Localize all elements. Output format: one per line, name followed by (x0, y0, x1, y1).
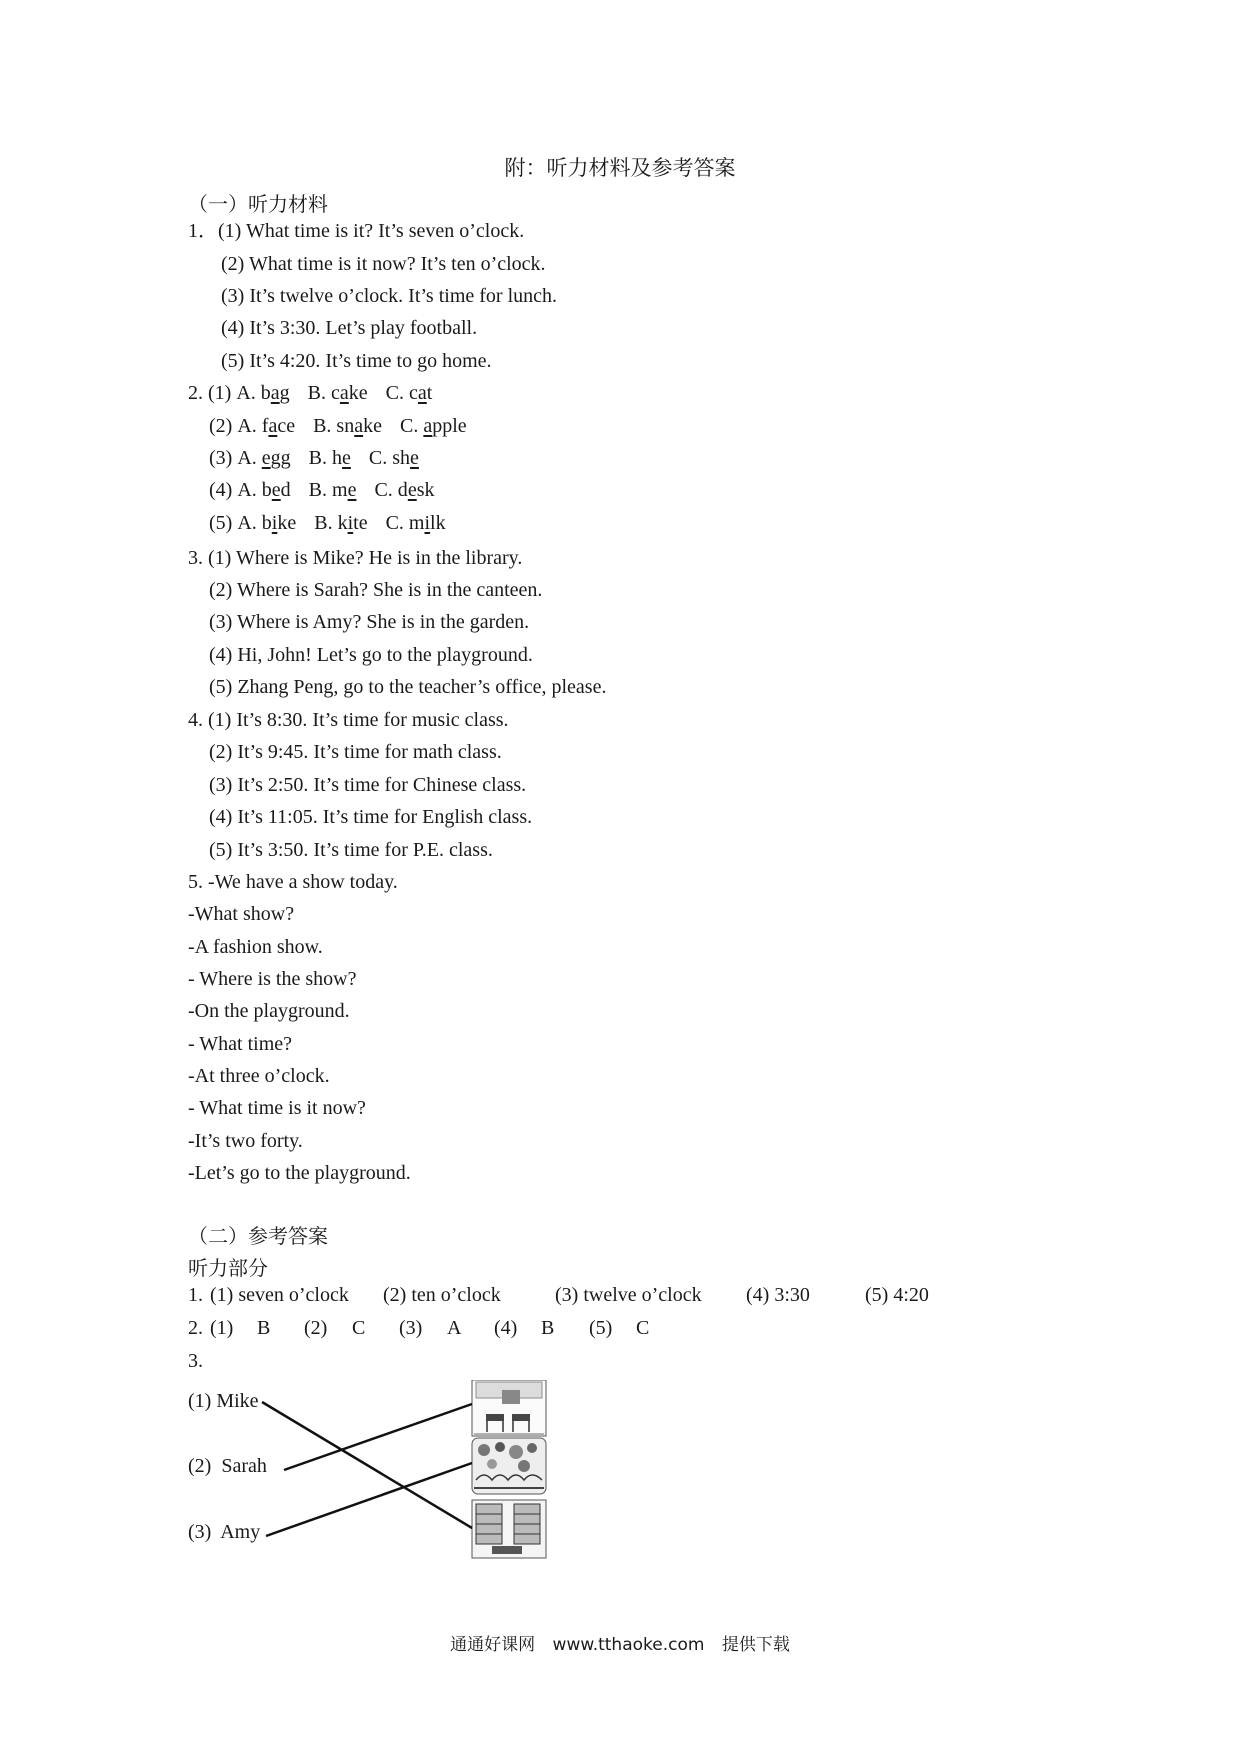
answer-2-n2: (2) (304, 1317, 328, 1339)
library-picture (472, 1500, 546, 1558)
answer-1-item-2: (2) ten o’clock (383, 1284, 501, 1306)
page-footer (0, 1630, 1240, 1655)
q2-underlined-letter: a (417, 382, 427, 404)
q2-option-c: C. desk (374, 479, 435, 501)
q2-option-b: B. snake (313, 415, 382, 437)
answer-1-item-5: (5) 4:20 (865, 1284, 929, 1306)
footer-url[interactable]: www.tthaoke.com (552, 1635, 705, 1655)
q3-line-3: (3) Where is Amy? She is in the garden. (209, 611, 530, 633)
q2-row-1 (188, 381, 432, 405)
q2-option-a: A. egg (237, 447, 291, 469)
q2-option-c: C. milk (385, 512, 446, 534)
q5-line-10: -Let’s go to the playground. (188, 1162, 411, 1184)
q2-underlined-letter: e (407, 479, 417, 501)
page-title: 附：听力材料及参考答案 (504, 156, 736, 180)
footer-site: 通通好课网 (450, 1635, 536, 1655)
section2-heading: （二）参考答案 (188, 1224, 328, 1248)
q2-underlined-letter: a (339, 382, 349, 404)
q2-underlined-letter: e (261, 447, 271, 469)
match-label-amy: (3) Amy (188, 1521, 261, 1543)
q5-line-4: - Where is the show? (188, 968, 357, 990)
q2-item-number: (1) (208, 382, 237, 404)
matching-diagram (188, 1380, 588, 1580)
q2-item-number: (5) (209, 512, 238, 534)
q5-line-6: - What time? (188, 1033, 293, 1055)
q2-underlined-letter: e (347, 479, 357, 501)
q1-line-2: (2) What time is it now? It’s ten o’clock. (221, 253, 546, 275)
q3-line-5: (5) Zhang Peng, go to the teacher’s office, please. (209, 676, 607, 698)
q1-line-3: (3) It’s twelve o’clock. It’s time for lunch. (221, 285, 558, 307)
q2-underlined-letter: i (424, 512, 431, 534)
answer-1-number: 1. (188, 1284, 203, 1306)
line-sarah-to-canteen (284, 1404, 472, 1470)
match-label-sarah: (2) Sarah (188, 1455, 267, 1477)
q3-line-2: (2) Where is Sarah? She is in the canteen. (209, 579, 543, 601)
q5-line-8: - What time is it now? (188, 1097, 366, 1119)
q2-option-a: A. bike (237, 512, 297, 534)
q2-row-2 (209, 414, 467, 438)
answer-3-number: 3. (188, 1350, 203, 1372)
q2-underlined-letter: a (268, 415, 278, 437)
line-mike-to-library (262, 1402, 472, 1528)
q1-line-1: 1．(1) What time is it? It’s seven o’clock. (188, 220, 525, 242)
answer-2-number: 2. (188, 1317, 203, 1339)
answer-2-n5: (5) (589, 1317, 613, 1339)
q2-underlined-letter: e (410, 447, 419, 469)
answer-2-v5: C (636, 1317, 650, 1339)
q2-row-3 (209, 446, 419, 470)
q5-line-2: -What show? (188, 903, 295, 925)
q2-option-c: C. she (368, 447, 419, 469)
q3-line-1: 3. (1) Where is Mike? He is in the library. (188, 547, 523, 569)
answer-2-v4: B (541, 1317, 555, 1339)
q2-underlined-letter: i (347, 512, 354, 534)
section1-heading: （一）听力材料 (188, 192, 328, 216)
answer-2-v1: B (257, 1317, 271, 1339)
answer-1-item-1: (1) seven o’clock (210, 1284, 349, 1306)
footer-note: 提供下载 (721, 1635, 790, 1655)
answer-2-v3: A (447, 1317, 462, 1339)
q2-underlined-letter: a (270, 382, 280, 404)
q2-item-number: (3) (209, 447, 238, 469)
q2-option-b: B. kite (314, 512, 368, 534)
matching-lines-svg (188, 1380, 588, 1580)
q5-line-7: -At three o’clock. (188, 1065, 330, 1087)
garden-picture (472, 1438, 546, 1494)
q1-line-4: (4) It’s 3:30. Let’s play football. (221, 317, 478, 339)
q4-line-1: 4. (1) It’s 8:30. It’s time for music class. (188, 709, 509, 731)
q2-option-c: C. apple (400, 415, 467, 437)
q2-underlined-letter: e (342, 447, 351, 469)
q2-option-a: A. face (237, 415, 296, 437)
q2-option-b: B. he (308, 447, 351, 469)
q5-line-9: -It’s two forty. (188, 1130, 303, 1152)
match-label-mike: (1) Mike (188, 1390, 259, 1412)
answer-2-n3: (3) (399, 1317, 423, 1339)
q2-option-b: B. cake (307, 382, 368, 404)
q2-row-4 (209, 478, 435, 502)
q2-underlined-letter: a (423, 415, 433, 437)
q2-option-c: C. cat (385, 382, 433, 404)
q5-line-5: -On the playground. (188, 1000, 350, 1022)
answer-2-n4: (4) (494, 1317, 518, 1339)
q2-option-b: B. me (308, 479, 357, 501)
canteen-picture (472, 1380, 546, 1436)
answer-1-item-4: (4) 3:30 (746, 1284, 810, 1306)
q4-line-4: (4) It’s 11:05. It’s time for English class. (209, 806, 533, 828)
q2-underlined-letter: a (354, 415, 364, 437)
q3-line-4: (4) Hi, John! Let’s go to the playground. (209, 644, 533, 666)
q2-number: 2. (188, 382, 208, 404)
answer-2-n1: (1) (210, 1317, 234, 1339)
q2-item-number: (4) (209, 479, 238, 501)
section2-subheading: 听力部分 (188, 1256, 268, 1280)
q5-line-3: -A fashion show. (188, 936, 323, 958)
q5-line-1: 5. -We have a show today. (188, 871, 398, 893)
q4-line-5: (5) It’s 3:50. It’s time for P.E. class. (209, 839, 493, 861)
answer-2-row (188, 1317, 788, 1343)
q2-row-5 (209, 511, 446, 535)
q2-underlined-letter: e (271, 479, 281, 501)
q2-item-number: (2) (209, 415, 238, 437)
line-amy-to-garden (266, 1463, 472, 1536)
q2-option-a: A. bag (236, 382, 290, 404)
q4-line-2: (2) It’s 9:45. It’s time for math class. (209, 741, 502, 763)
answer-1-row (188, 1284, 988, 1310)
q2-underlined-letter: i (271, 512, 278, 534)
q2-option-a: A. bed (237, 479, 291, 501)
q4-line-3: (3) It’s 2:50. It’s time for Chinese class. (209, 774, 527, 796)
q1-line-5: (5) It’s 4:20. It’s time to go home. (221, 350, 492, 372)
answer-2-v2: C (352, 1317, 366, 1339)
answer-1-item-3: (3) twelve o’clock (555, 1284, 702, 1306)
